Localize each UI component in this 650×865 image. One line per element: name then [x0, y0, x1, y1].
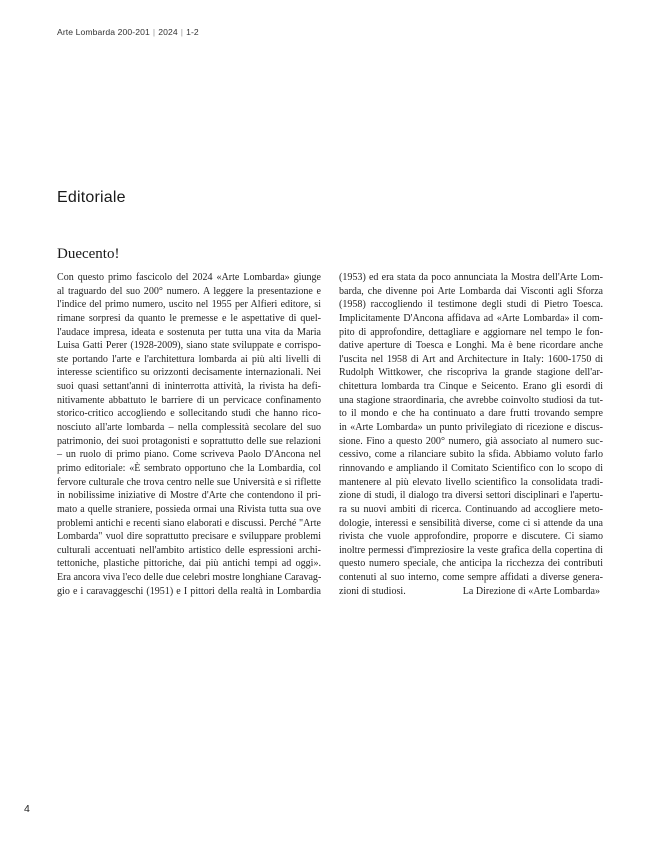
- text-line: contenuti al suo interno, come sempre affidati a diverse genera-: [339, 572, 603, 584]
- text-line: patrimonio, dei suoi protagonisti e soprattutto delle sue relazioni: [57, 435, 321, 447]
- text-line: nitivamente abbattuto le barriere di un pervicace confinamento: [57, 394, 321, 406]
- page-number: 4: [24, 803, 30, 815]
- text-line: in nobilissime iniziative di Mostre d'Arte che contendono il pri-: [57, 490, 321, 502]
- text-line: Rudolph Wittkower, che riscopriva la grande stagione dell'ar-: [339, 367, 603, 379]
- text-line: Con questo primo fascicolo del 2024 «Arte Lombarda» giunge: [57, 272, 321, 283]
- header-journal: Arte Lombarda 200-201: [57, 27, 150, 37]
- text-line: cessivo, come a rilanciare subito la sfida. Abbiamo voluto farlo: [339, 449, 603, 461]
- text-line: culturali accentuati nell'ambito artistico delle espressioni archi-: [57, 544, 321, 556]
- text-line: interesse scientifico su orizzonti decisamente internazionali. Nei: [57, 367, 321, 379]
- text-line: (1958) raccogliendo il testimone degli studi di Pietro Toesca.: [339, 299, 603, 311]
- text-line: nosciuto all'arte lombarda – nella complessità secolare del suo: [57, 422, 321, 434]
- text-line: in «Arte Lombarda» un punto privilegiato di ricezione e discus-: [339, 422, 603, 434]
- text-line: l'indice del primo numero, uscito nel 1955 per Alfieri editore, si: [57, 299, 321, 311]
- header-issue: 1-2: [186, 27, 199, 37]
- text-line: inoltre permessi d'impreziosire la veste grafica della copertina di: [339, 544, 603, 556]
- text-line: zioni di studiosi.: [339, 585, 406, 597]
- text-line: (1953) ed era stata da poco annunciata la Mostra dell'Arte Lom-: [339, 272, 603, 283]
- text-line: pito di approfondire, dettagliare e aggiornare nel tempo le fon-: [339, 326, 603, 338]
- left-text-column: [57, 271, 321, 598]
- text-line: Luisa Gatti Perer (1928-2009), siano state sviluppate e corrispo-: [57, 340, 321, 352]
- text-line: dative aperture di Toesca e Longhi. Ma è bene ricordare anche: [339, 340, 603, 352]
- text-line: una stagione straordinaria, che avrebbe coinvolto studiosi da tut-: [339, 394, 603, 406]
- text-line: suoi quasi settant'anni di ininterrotta attività, la rivista ha defi-: [57, 381, 321, 393]
- text-line: barda, che divenne poi Arte Lombarda dai Visconti agli Sforza: [339, 285, 603, 297]
- running-header: [57, 27, 199, 37]
- text-line: ste portando l'arte e l'architettura lombarda ai più alti livelli di: [57, 353, 321, 365]
- text-line: gio e i caravaggeschi (1951) e I pittori della realtà in Lombardia: [57, 585, 321, 597]
- text-line: al traguardo del suo 200° numero. A leggere la presentazione e: [57, 285, 321, 297]
- section-title: Editoriale: [57, 189, 126, 206]
- header-year: 2024: [158, 27, 178, 37]
- text-line: dologie, interessi e sensibilità diverse, come ci si attende da una: [339, 517, 603, 529]
- text-line: l'uscita nel 1958 di Art and Architecture in Italy: 1600-1750 di: [339, 353, 603, 365]
- text-line: sione. Fino a questo 200° numero, già associato al numero suc-: [339, 435, 603, 447]
- text-line: zione di studi, il dialogo tra diversi settori disciplinari e l'apertu-: [339, 490, 603, 502]
- text-line: rivista che vuole approfondire, proporre e discutere. Ci siamo: [339, 531, 603, 543]
- text-line: mato a quelle straniere, possieda ormai una Rivista tutta sua ove: [57, 503, 321, 515]
- text-line: problemi antichi e recenti siano elaborati e discussi. Perché "Arte: [57, 517, 321, 529]
- right-text-column: [339, 271, 603, 598]
- text-line: Lombarda" vuol dire soprattutto precisare e sviluppare problemi: [57, 531, 321, 543]
- header-separator: |: [152, 27, 156, 37]
- text-line: tettoniche, plastiche pittoriche, dai più antichi tempi ad oggi».: [57, 558, 321, 570]
- signature: La Direzione di «Arte Lombarda»: [462, 586, 600, 597]
- text-line: ra su nuovi ambiti di ricerca. Continuando ad accogliere meto-: [339, 503, 603, 515]
- text-line: questo numero speciale, che anticipa la ricchezza dei contributi: [339, 558, 603, 570]
- text-line: fervore culturale che trova centro nelle sue Università e si riflette: [57, 476, 321, 488]
- text-line: Implicitamente D'Ancona affidava ad «Arte Lombarda» il com-: [339, 312, 603, 324]
- text-line: – un ruolo di primo piano. Come scriveva Paolo D'Ancona nel: [57, 449, 321, 461]
- text-line: chitettura lombarda tra Cinque e Seicento. Erano gli esordi di: [339, 381, 603, 393]
- text-line: storico-critico accogliendo e sollecitando studi che hanno rico-: [57, 408, 321, 420]
- text-line: to il mondo e che ha continuato a dare frutti trovando sempre: [339, 408, 603, 420]
- text-line: rimane sorpresi da quanto le premesse e le aspettative di quel-: [57, 312, 321, 324]
- text-line: mantenere al più elevato livello scientifico la consolidata tradi-: [339, 476, 603, 488]
- header-separator: |: [180, 27, 184, 37]
- text-line: l'audace impresa, ideata e sostenuta per tutta una vita da Maria: [57, 326, 321, 338]
- text-line: Era ancora viva l'eco delle due celebri mostre longhiane Caravag-: [57, 572, 322, 584]
- text-line: rinnovando e ampliando il Comitato Scientifico con lo scopo di: [339, 462, 603, 474]
- text-line: primo editoriale: «È sembrato opportuno che la Lombardia, col: [57, 462, 321, 474]
- article-title: Duecento!: [57, 246, 120, 262]
